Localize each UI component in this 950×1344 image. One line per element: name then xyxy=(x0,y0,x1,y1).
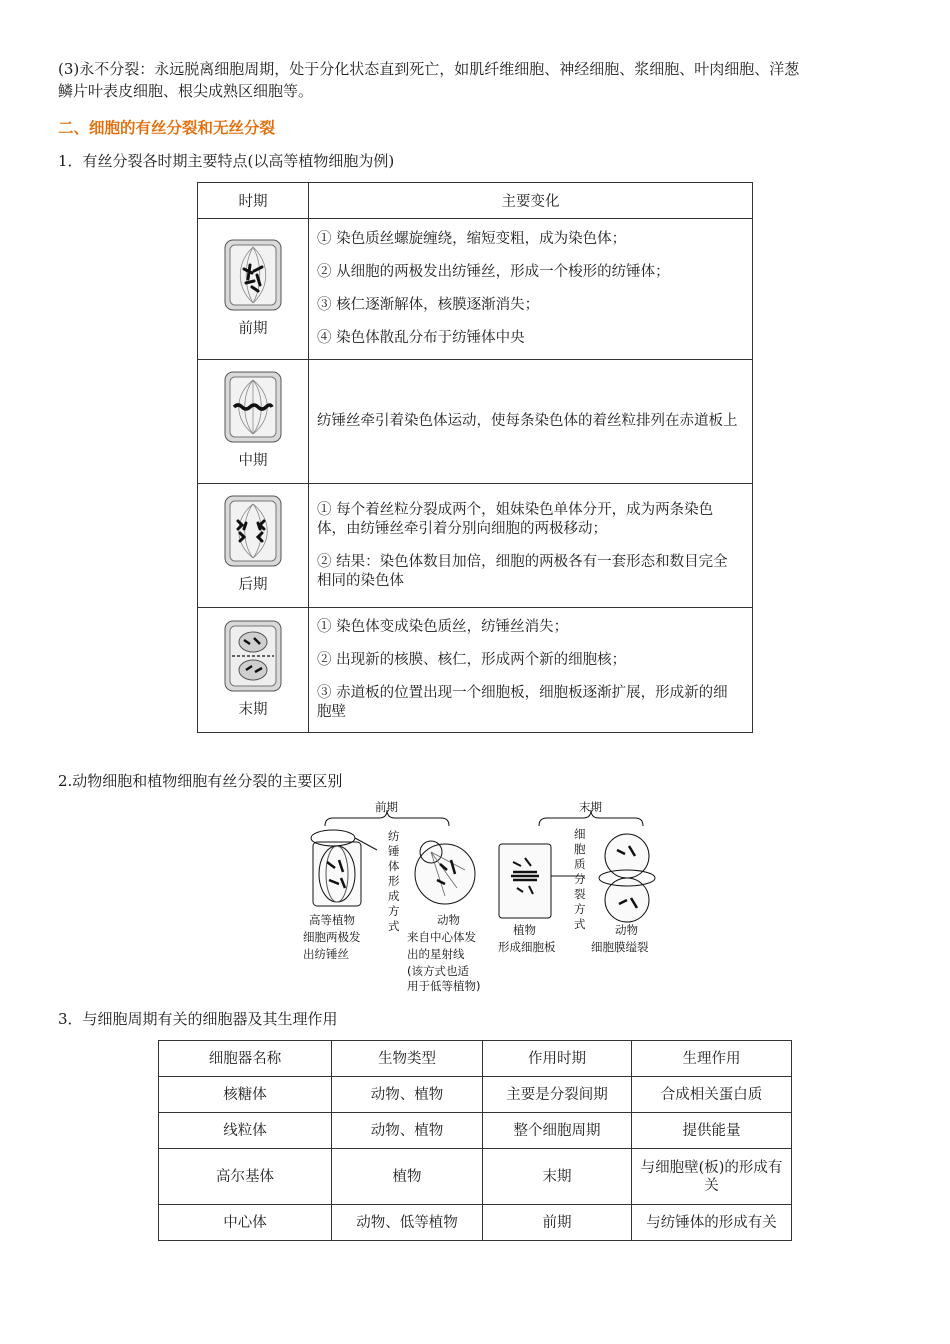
phase-cell-metaphase xyxy=(198,360,309,484)
spindle-way-char: 纺 xyxy=(388,829,400,843)
header-cell: 作用时期 xyxy=(483,1041,632,1077)
phase-label-anaphase: 后期 xyxy=(238,577,268,593)
table-cell: 合成相关蛋白质 xyxy=(632,1077,792,1113)
table-cell: 中心体 xyxy=(159,1205,332,1241)
table-row xyxy=(198,219,753,360)
change-item: ② 结果：染色体数目加倍，细胞的两极各有一套形态和数目完全相同的染色体 xyxy=(317,553,728,589)
table-cell: 动物、植物 xyxy=(332,1077,483,1113)
phase-label-prophase: 前期 xyxy=(238,320,268,337)
intro-paragraph xyxy=(58,58,896,102)
table-row xyxy=(159,1205,792,1241)
cyto-way-char: 质 xyxy=(574,857,586,871)
anaphase-cell-image xyxy=(224,495,282,567)
cyto-way-char: 胞 xyxy=(574,842,586,856)
cytokinesis-way-label xyxy=(574,827,586,931)
animal-prophase-cell xyxy=(415,841,475,904)
changes-cell-metaphase xyxy=(309,360,753,484)
spindle-way-char: 形 xyxy=(388,874,400,888)
header-cell: 细胞器名称 xyxy=(159,1041,332,1077)
change-item: ① 染色质丝螺旋缠绕，缩短变粗，成为染色体； xyxy=(317,231,627,247)
table-cell: 核糖体 xyxy=(159,1077,332,1113)
caption-line: 出纺锤丝 xyxy=(303,947,349,961)
caption-line: 动物 xyxy=(615,923,638,937)
table-row xyxy=(159,1113,792,1149)
cyto-way-char: 分 xyxy=(574,872,586,886)
change-item: 纺锤丝牵引着染色体运动，使每条染色体的着丝粒排列在赤道板上 xyxy=(317,413,738,429)
plant-telophase-cell xyxy=(499,844,551,918)
cyto-way-char: 裂 xyxy=(574,887,586,901)
table-cell: 前期 xyxy=(483,1205,632,1241)
table-row xyxy=(198,608,753,733)
metaphase-cell-image xyxy=(224,371,282,443)
subheading-2: 2.动物细胞和植物细胞有丝分裂的主要区别 xyxy=(58,772,343,790)
table-cell: 末期 xyxy=(483,1149,632,1205)
mitosis-phase-table xyxy=(197,182,753,733)
change-item: ④ 染色体散乱分布于纺锤体中央 xyxy=(317,330,525,346)
spindle-way-char: 锤 xyxy=(388,844,400,858)
header-cell: 生物类型 xyxy=(332,1041,483,1077)
header-cell: 生理作用 xyxy=(632,1041,792,1077)
changes-cell-prophase xyxy=(309,219,753,360)
subheading-3: 3．与细胞周期有关的细胞器及其生理作用 xyxy=(58,1010,338,1028)
table-header-row xyxy=(198,183,753,219)
table-cell: 整个细胞周期 xyxy=(483,1113,632,1149)
animal-telophase-cell xyxy=(599,834,655,922)
change-item: ② 从细胞的两极发出纺锤丝，形成一个梭形的纺锤体； xyxy=(317,264,670,280)
header-phase: 时期 xyxy=(198,183,309,219)
table-cell: 动物、植物 xyxy=(332,1113,483,1149)
plant-prophase-cell xyxy=(311,830,377,906)
caption-line: 高等植物 xyxy=(309,913,355,927)
telophase-cell-image xyxy=(224,620,282,692)
table-cell: 与纺锤体的形成有关 xyxy=(632,1205,792,1241)
caption-plant-prophase xyxy=(303,913,361,961)
table-row xyxy=(159,1077,792,1113)
table-row xyxy=(198,484,753,608)
spindle-way-char: 体 xyxy=(388,859,400,873)
caption-line: 细胞两极发 xyxy=(303,930,361,944)
mitosis-comparison-diagram xyxy=(295,800,670,992)
header-changes: 主要变化 xyxy=(309,183,753,219)
change-item: ③ 赤道板的位置出现一个细胞板，细胞板逐渐扩展，形成新的细胞壁 xyxy=(317,685,728,720)
table-header-row xyxy=(159,1041,792,1077)
phase-label-metaphase: 中期 xyxy=(238,453,268,469)
table-cell: 主要是分裂间期 xyxy=(483,1077,632,1113)
phase-label-telophase: 末期 xyxy=(238,701,268,718)
caption-line: 细胞膜缢裂 xyxy=(591,940,649,954)
phase-cell-telophase xyxy=(198,608,309,733)
intro-line-1: (3)永不分裂：永远脱离细胞周期，处于分化状态直到死亡，如肌纤维细胞、神经细胞、浆细胞、叶肉细胞、洋葱 xyxy=(58,60,800,78)
cyto-way-char: 方 xyxy=(574,902,586,916)
table-cell: 线粒体 xyxy=(159,1113,332,1149)
caption-line: 来自中心体发 xyxy=(407,930,476,944)
caption-line: 植物 xyxy=(513,923,536,937)
intro-line-2: 鳞片叶表皮细胞、根尖成熟区细胞等。 xyxy=(58,82,314,100)
spindle-way-char: 成 xyxy=(388,889,400,903)
changes-cell-anaphase xyxy=(309,484,753,608)
caption-line: 出的星射线 xyxy=(407,947,465,961)
table-row xyxy=(198,360,753,484)
section-heading: 二、细胞的有丝分裂和无丝分裂 xyxy=(58,119,276,137)
caption-line: 形成细胞板 xyxy=(498,940,556,954)
caption-animal-prophase xyxy=(407,913,481,992)
spindle-way-label xyxy=(388,829,400,933)
table-cell: 高尔基体 xyxy=(159,1149,332,1205)
table-row xyxy=(159,1149,792,1205)
organelle-table xyxy=(158,1040,792,1241)
caption-line: (该方式也适 xyxy=(407,964,469,978)
phase-cell-anaphase xyxy=(198,484,309,608)
table-cell: 动物、低等植物 xyxy=(332,1205,483,1241)
change-item: ③ 核仁逐渐解体，核膜逐渐消失； xyxy=(317,297,540,313)
table-cell: 植物 xyxy=(332,1149,483,1205)
caption-line: 动物 xyxy=(437,913,460,927)
caption-line: 用于低等植物) xyxy=(407,979,481,992)
change-item: ① 染色体变成染色质丝，纺锤丝消失； xyxy=(317,619,569,635)
spindle-way-char: 方 xyxy=(388,904,400,918)
diagram-label-telophase: 末期 xyxy=(579,800,602,814)
cyto-way-char: 细 xyxy=(574,827,586,841)
caption-animal-telophase xyxy=(591,923,649,954)
table-cell: 与细胞壁(板)的形成有关 xyxy=(632,1149,792,1205)
changes-cell-telophase xyxy=(309,608,753,733)
cyto-way-char: 式 xyxy=(574,917,586,931)
phase-cell-prophase xyxy=(198,219,309,360)
prophase-cell-image xyxy=(224,239,282,311)
change-item: ② 出现新的核膜、核仁，形成两个新的细胞核； xyxy=(317,652,627,668)
subheading-1: 1．有丝分裂各时期主要特点(以高等植物细胞为例) xyxy=(58,152,395,170)
table-cell: 提供能量 xyxy=(632,1113,792,1149)
caption-plant-telophase xyxy=(498,923,556,954)
diagram-label-prophase: 前期 xyxy=(375,800,398,814)
change-item: ① 每个着丝粒分裂成两个，姐妹染色单体分开，成为两条染色体，由纺锤丝牵引着分别向细胞的两极移动； xyxy=(317,501,714,537)
spindle-way-char: 式 xyxy=(388,919,400,933)
